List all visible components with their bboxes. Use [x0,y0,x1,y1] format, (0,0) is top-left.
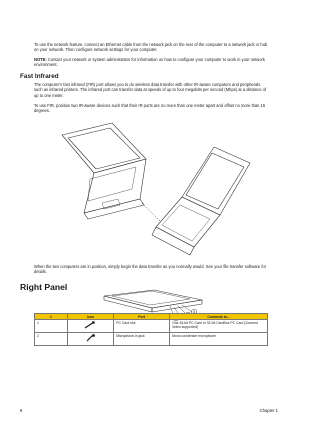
row-port: Microphone-in jack [114,333,170,346]
right-panel-heading: Right Panel [20,282,68,292]
fast-infrared-paragraph-1: The computer's fast infrared (FIR) port allows you to do wireless data transfer with other IR-aware computers and peripherals such as infrared printers. The infrared port can transfer data at speeds of up to four megabits per second (Mbps) at a distance of up to one meter. [34,82,267,98]
page-number: 8 [20,408,23,413]
row-connects-to: Mono condenser microphone [170,333,268,346]
header-port: Port [114,314,170,320]
header-connects-to: Connects to... [170,314,268,320]
fast-infrared-heading: Fast Infrared [20,73,59,80]
table-row [35,333,268,346]
infrared-transfer-illustration [44,117,264,259]
header-number: # [35,314,68,320]
network-paragraph: To use the network feature, connect an Ethernet cable from the network jack on the rear of the computer to a network jack or hub on your network. Then configure network settings for your computer. [34,42,268,53]
table-row [35,320,268,333]
microphone-icon [67,333,114,346]
fast-infrared-paragraph-3: When the two computers are in position, simply begin the data transfer as you normally would. See your file transfer software for details. [34,264,267,275]
row-connects-to: One 16-bit PC Card or 32-bit CardBus PC Card (Zoomed Video supported) [170,320,268,333]
row-number: 2 [35,333,68,346]
row-port: PC Card slot [114,320,170,333]
chapter-label: Chapter 1 [259,408,278,413]
header-icon: Icon [67,314,114,320]
note-label: NOTE: [34,57,47,62]
row-number: 1 [35,320,68,333]
note [34,57,270,68]
pc-card-icon [67,320,114,333]
note-text: Contact your network or system administrator for information on how to configure your computer to work in your network environment. [34,57,265,68]
right-panel-ports-table [34,313,268,346]
callout-4: 4 [192,309,195,314]
fast-infrared-paragraph-2: To use FIR, position two IR-aware devices such that their IR ports are no more than one meter apart and offset no more than 15 degrees. [34,103,266,114]
